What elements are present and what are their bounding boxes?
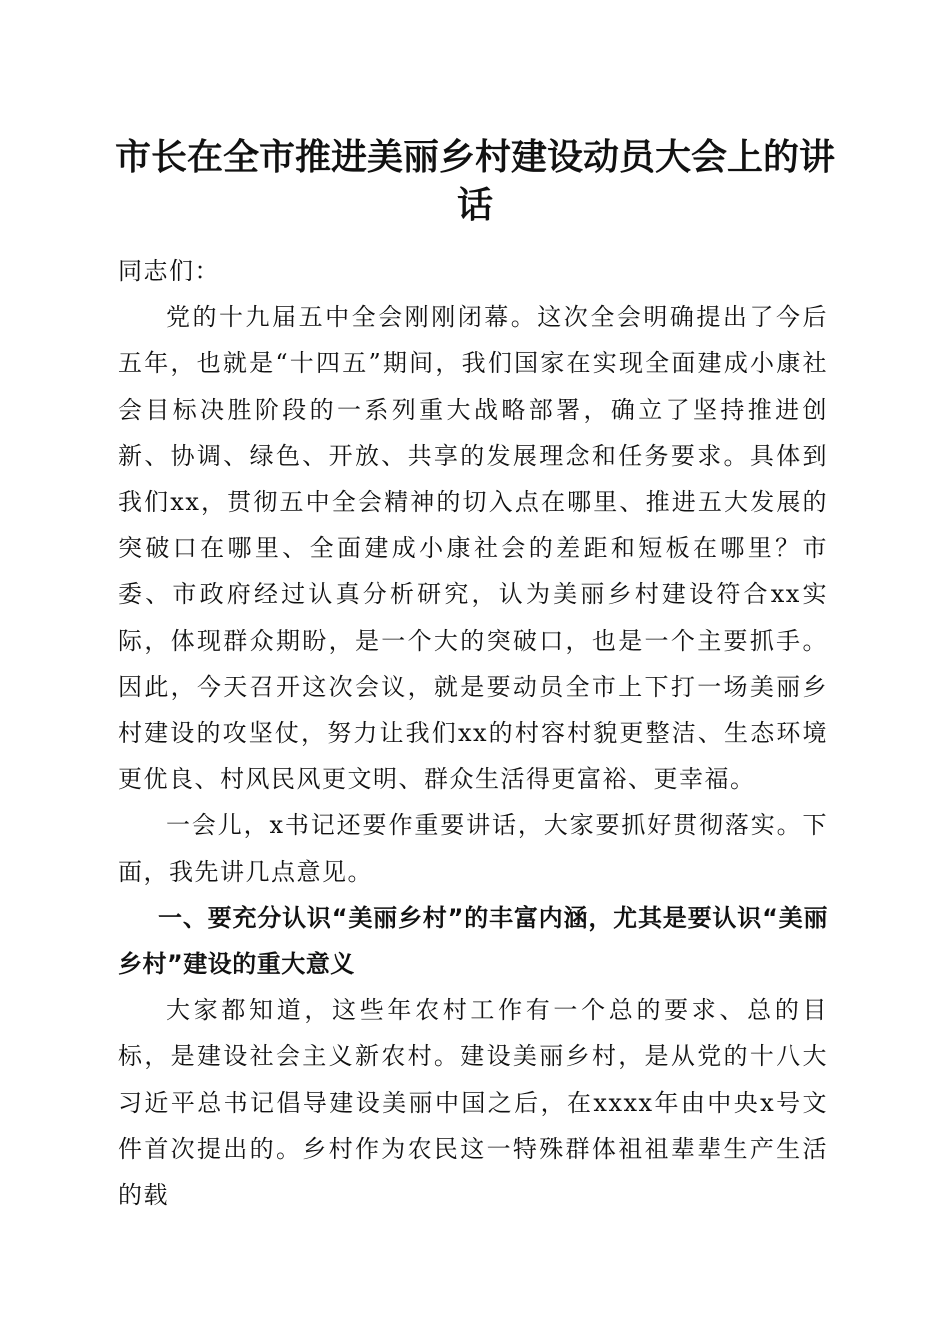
paragraph-transition: 一会儿，x书记还要作重要讲话，大家要抓好贯彻落实。下面，我先讲几点意见。	[118, 811, 828, 886]
salutation: 同志们：	[118, 257, 220, 285]
document-body	[118, 248, 828, 1218]
document-title: 市长在全市推进美丽乡村建设动员大会上的讲话	[114, 136, 835, 226]
section-heading: 一、要充分认识“美丽乡村”的丰富内涵，尤其是要认识“美丽乡村”建设的重大意义	[118, 903, 828, 979]
section-paragraph: 大家都知道，这些年农村工作有一个总的要求、总的目标，是建设社会主义新农村。建设美丽乡村，是从党的十八大习近平总书记倡导建设美丽中国之后，在xxxx年由中央x号文件首次提出的。乡村作为农民这一特殊群体祖祖辈辈生产生活的载	[118, 996, 828, 1210]
paragraph-intro: 党的十九届五中全会刚刚闭幕。这次全会明确提出了今后五年，也就是“十四五”期间，我们国家在实现全面建成小康社会目标决胜阶段的一系列重大战略部署，确立了坚持推进创新、协调、绿色、开放、共享的发展理念和任务要求。具体到我们xx，贯彻五中全会精神的切入点在哪里、推进五大发展的突破口在哪里、全面建成小康社会的差距和短板在哪里？市委、市政府经过认真分析研究，认为美丽乡村建设符合xx实际，体现群众期盼，是一个大的突破口，也是一个主要抓手。因此，今天召开这次会议，就是要动员全市上下打一场美丽乡村建设的攻坚仗，努力让我们xx的村容村貌更整洁、生态环境更优良、村风民风更文明、群众生活得更富裕、更幸福。	[118, 303, 828, 794]
